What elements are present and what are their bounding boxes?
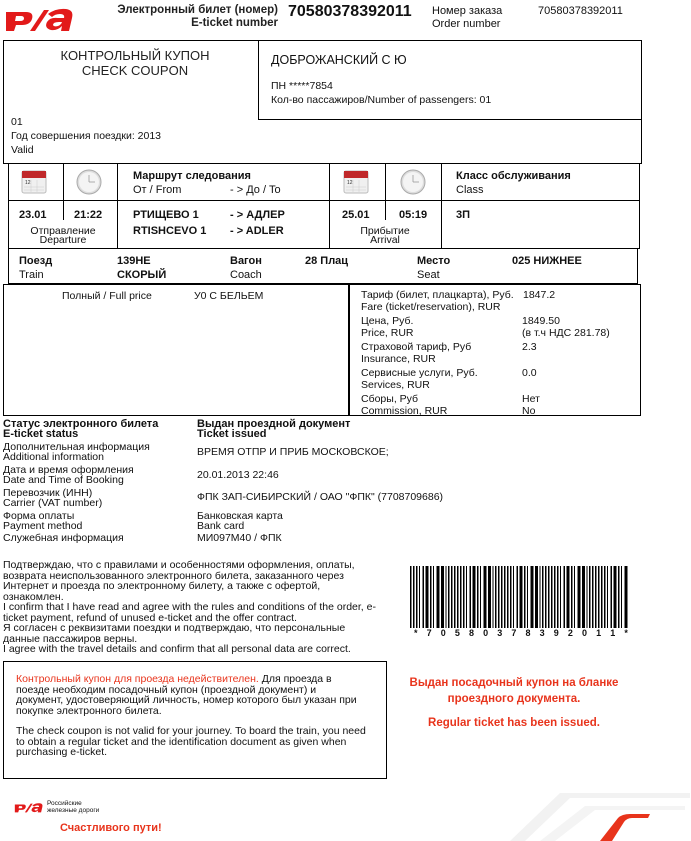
barcode-char: 2 [567,628,573,638]
passenger-document: ПН *****7854 [271,80,333,92]
barcode-bar [484,566,487,628]
insurance-row: Страховой тариф, Руб Insurance, RUR [361,341,472,365]
order-number: 70580378392011 [538,5,623,17]
barcode-bar [621,566,622,628]
barcode-bar [454,566,456,628]
barcode-char: * [414,628,418,638]
barcode-bar [430,566,432,628]
barcode-char: 0 [483,628,489,638]
barcode-bar [601,566,603,628]
departure-date: 23.01 [19,209,47,221]
commission-row: Сборы, Руб Commission, RUR [361,393,448,417]
issued-message [398,675,630,731]
order-number-label [432,5,502,31]
barcode-bar [473,566,476,628]
coupon-title [60,48,210,78]
confirmation-text: Подтверждаю, что с правилами и особенностями оформления, оплаты, возврата неиспользованного электронного билета, заказанного через Интернет и проезда по электронному билету, а также с офертой, ознакомлен. I confirm that I have read and agree with the rules and conditions of the order, e-ticket payment, refund of unused e-ticket and the offer contract. Я согласен с реквизитами поездки и подтверждаю, что персональные данные пассажиров верны. I agree with the travel details and confirm that all personal data are correct. [3,559,376,655]
svg-text:12: 12 [25,180,31,186]
fare-box [349,284,641,416]
seat-label-en: Seat [417,269,440,281]
barcode-bar [426,566,429,628]
barcode-bar [611,566,613,628]
coupon-validity: Valid [11,144,34,156]
booking-label: Дата и время оформления Date and Time of Booking [3,464,134,486]
coupon-title-ru: КОНТРОЛЬНЫЙ КУПОН [60,48,210,63]
insurance-value: 2.3 [522,341,537,353]
barcode-char: 0 [440,628,446,638]
class-label-en: Class [456,184,484,196]
coupon-title-en: CHECK COUPON [81,63,189,78]
barcode-bar [437,566,440,628]
barcode-bar [595,566,597,628]
barcode-char: 1 [596,628,602,638]
barcode-bar [607,566,608,628]
eticket-label-en: E-ticket number [191,17,278,29]
barcode-bar [574,566,575,628]
divider [63,200,64,220]
departure-label-ru: Отправление [30,225,96,237]
train-number: 139НЕ [117,255,151,267]
coupon-year: Год совершения поездки: 2013 [11,130,162,142]
eticket-label-ru: Электронный билет (номер) [117,4,278,16]
coach-label-en: Coach [230,269,262,281]
payment-value: Банковская карта Bank card [197,510,283,532]
barcode-bar [567,566,570,628]
barcode-bar [433,566,434,628]
barcode-bar [557,566,559,628]
price-box [3,284,349,416]
service-code: У0 С БЕЛЬЕМ [194,290,264,302]
barcode-bar [589,566,591,628]
barcode-bar [571,566,573,628]
train-label-en: Train [19,269,44,281]
barcode-bar [592,566,594,628]
barcode-bar [582,566,585,628]
arrival-date: 25.01 [342,209,370,221]
barcode-bar [460,566,462,628]
addinfo-value: ВРЕМЯ ОТПР И ПРИБ МОСКОВСКОЕ; [197,446,389,458]
barcode-bar [517,566,519,628]
service-info-label: Служебная информация [3,532,124,544]
barcode-bar [510,566,512,628]
divider [63,164,64,200]
seat-label-ru: Место [417,255,451,267]
barcode-bar [554,566,556,628]
barcode-bar [531,566,534,628]
service-class: 3П [456,209,471,221]
barcode-char: 3 [497,628,503,638]
fare-value: 1847.2 [523,289,556,301]
carrier-label: Перевозчик (ИНН) Carrier (VAT number) [3,487,103,509]
barcode-bar [493,566,494,628]
barcode-char: 5 [454,628,460,638]
barcode-bar [488,566,491,628]
barcode-bar [501,566,503,628]
arrival-label-ru: Прибытие [360,225,410,237]
barcode-char: 1 [610,628,616,638]
notice-en: The check coupon is not valid for your journey. To board the train, you need to obtain a regular ticket and the identification document as given when purchasing e-ticket. [16,725,366,758]
order-label-ru: Номер заказа [432,5,503,17]
rzd-logo-icon [4,4,76,32]
barcode-bar [542,566,544,628]
departure-time: 21:22 [74,209,103,221]
to-station-ru: - > АДЛЕР [230,209,285,221]
divider [385,200,386,220]
barcode-bar [448,566,450,628]
booking-value: 20.01.2013 22:46 [197,469,279,481]
footer-logo [14,800,99,814]
barcode-bar [614,566,617,628]
barcode [410,566,628,628]
barcode-bar [513,566,514,628]
arrival-time: 05:19 [399,209,428,221]
notice-text [16,674,366,758]
coach-label-ru: Вагон [230,255,262,267]
barcode-bar [560,566,561,628]
passenger-name: ДОБРОЖАНСКИЙ С Ю [271,53,407,67]
notice-ru: Для проезда в поезде необходим посадочный купон (проездной документ) и документ, удостоверяющий личность, номер которого был указан при покупке электронного билета. [16,673,357,717]
passenger-count: Кол-во пассажиров/Number of passengers: 01 [271,94,492,106]
barcode-bar [564,566,566,628]
services-value: 0.0 [522,367,537,379]
route-table [8,163,640,249]
barcode-bar [535,566,538,628]
notice-box [3,661,387,779]
barcode-bar [507,566,509,628]
arrival-label [329,227,441,245]
barcode-char: 9 [553,628,559,638]
tariff-type: Полный / Full price [62,290,152,302]
barcode-bar [410,566,412,628]
barcode-bar [446,566,447,628]
train-row [8,249,638,284]
barcode-bar [587,566,588,628]
clock-icon [76,169,102,195]
barcode-text [414,628,628,638]
barcode-bar [551,566,553,628]
commission-value: Нет No [522,393,540,417]
barcode-bar [625,566,628,628]
divider [9,200,639,201]
eticket-number-label [110,4,278,30]
barcode-bar [548,566,550,628]
barcode-bar [545,566,547,628]
price-row: Цена, Руб. Price, RUR [361,315,414,339]
barcode-bar [540,566,541,628]
barcode-bar [598,566,600,628]
barcode-bar [413,566,415,628]
payment-label: Форма оплаты Payment method [3,510,83,532]
train-label-ru: Поезд [19,255,53,267]
barcode-bar [457,566,459,628]
status-value: Выдан проездной документ Ticket issued [197,418,351,440]
barcode-char: * [624,628,628,638]
departure-label [9,227,117,245]
barcode-bar [419,566,420,628]
barcode-char: 7 [426,628,432,638]
departure-label-en: Departure [39,234,87,246]
from-station-ru: РТИЩЕВО 1 [133,209,199,221]
addinfo-label: Дополнительная информация Additional information [3,441,150,463]
barcode-bar [520,566,523,628]
issued-en: Regular ticket has been issued. [428,717,600,729]
calendar-icon [21,168,47,194]
barcode-char: 3 [539,628,545,638]
divider [117,164,118,248]
to-label: - > До / To [230,184,281,196]
barcode-bar [578,566,581,628]
rzd-logo-icon [14,800,44,814]
barcode-bar [495,566,497,628]
coupon-seq: 01 [11,116,23,128]
arrival-label-en: Arrival [370,234,400,246]
clock-icon [400,169,426,195]
route-label: Маршрут следования [133,170,251,182]
barcode-char: 7 [511,628,517,638]
barcode-bar [451,566,453,628]
seat-value: 025 НИЖНЕЕ [512,255,582,267]
order-label-en: Order number [432,18,501,30]
calendar-icon [343,168,369,194]
barcode-bar [527,566,528,628]
barcode-char: 8 [469,628,475,638]
barcode-bar [441,566,444,628]
barcode-bar [477,566,479,628]
footer-slogan: Счастливого пути! [60,822,162,834]
notice-warning: Контрольный купон для проезда недействителен. [16,673,259,685]
decorative-swoosh-icon [500,788,690,841]
issued-ru: Выдан посадочный купон на бланке проездного документа. [409,677,619,705]
svg-text:12: 12 [347,180,353,186]
barcode-bar [618,566,620,628]
barcode-bar [470,566,472,628]
divider [385,164,386,200]
class-label-ru: Класс обслуживания [456,170,571,182]
barcode-char: 0 [582,628,588,638]
barcode-bar [604,566,606,628]
status-label: Статус электронного билета E-ticket status [3,418,159,440]
barcode-bar [498,566,500,628]
barcode-bar [504,566,506,628]
barcode-bar [480,566,481,628]
divider [441,164,442,248]
barcode-bar [416,566,418,628]
barcode-bar [423,566,425,628]
price-value: 1849.50 (в т.ч НДС 281.78) [522,315,610,339]
company-name: Российские железные дороги [47,800,100,814]
services-row: Сервисные услуги, Руб. Services, RUR [361,367,478,391]
to-station-en: - > ADLER [230,225,284,237]
from-station-en: RTISHCEVO 1 [133,225,207,237]
barcode-bar [466,566,467,628]
barcode-char: 8 [525,628,531,638]
service-info-value: МИ097М40 / ФПК [197,532,282,544]
coach-value: 28 Плац [305,255,349,267]
from-label: От / From [133,184,182,196]
fare-row: Тариф (билет, плацкарта), Руб. Fare (ticket/reservation), RUR [361,289,514,313]
carrier-value: ФПК ЗАП-СИБИРСКИЙ / ОАО "ФПК" (7708709686) [197,491,444,503]
barcode-bar [463,566,465,628]
train-type: СКОРЫЙ [117,269,167,281]
eticket-number: 70580378392011 [288,3,412,20]
coupon-info [11,115,161,157]
barcode-bar [524,566,526,628]
